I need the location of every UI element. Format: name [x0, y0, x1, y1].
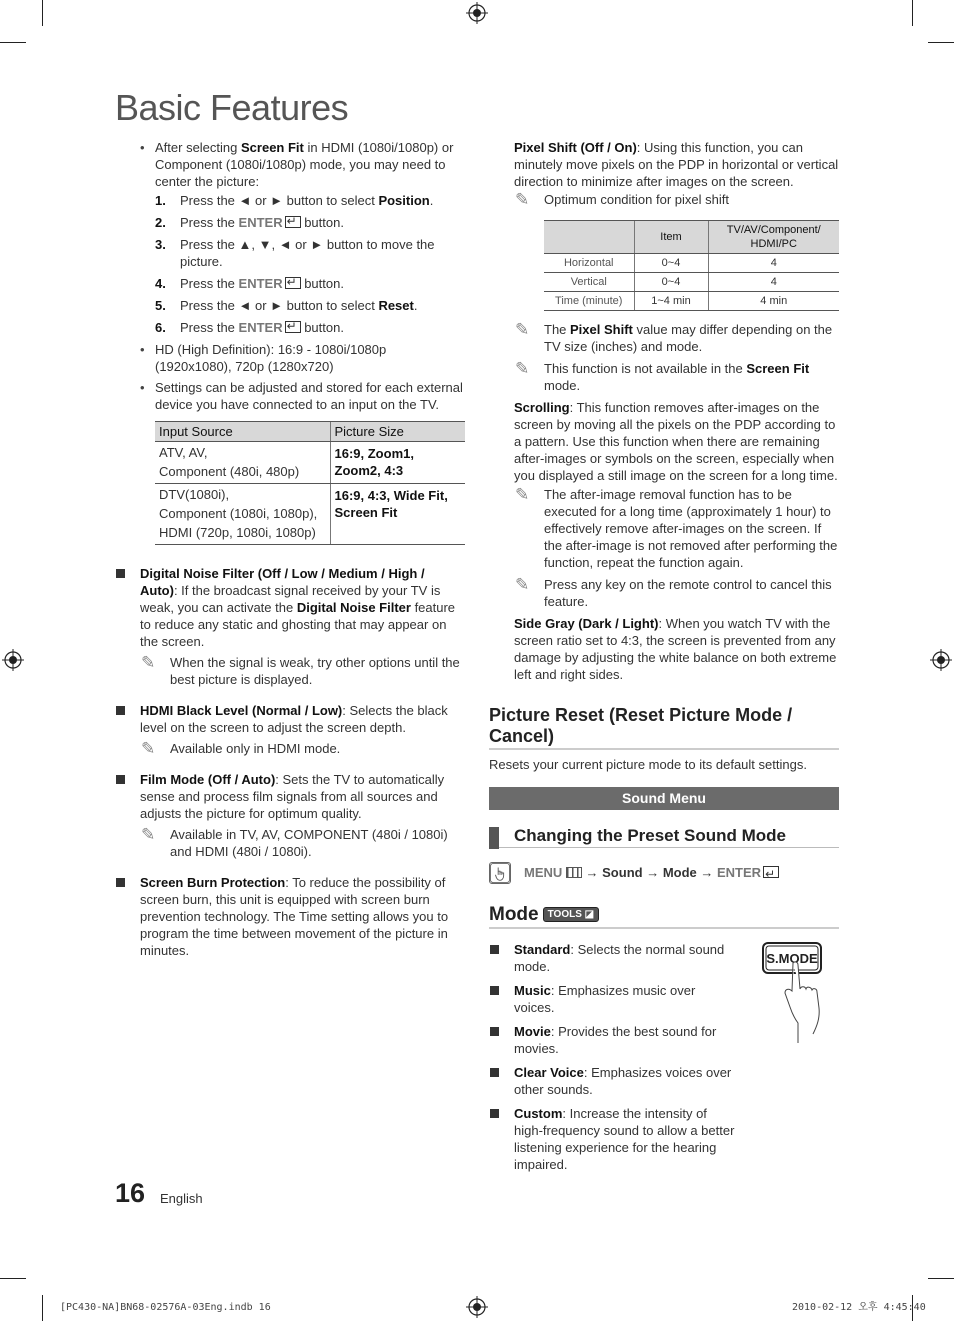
- tools-icon: TOOLS ◪: [543, 907, 600, 922]
- table-cell: 0~4: [634, 273, 708, 292]
- note: ✎ This function is not available in the Screen Fit mode.: [515, 359, 810, 393]
- pixel-shift-paragraph: Pixel Shift (Off / On): Using this function, you can minutely move pixels on the PDP in horizontal or vertical direction to minimize after images on the screen.: [514, 140, 839, 189]
- note: ✎ The Pixel Shift value may differ depending on the TV size (inches) and mode.: [515, 320, 833, 354]
- registration-mark-icon: [466, 2, 488, 24]
- step-item: 6. Press the ENTER↵ button.: [155, 319, 465, 336]
- table-header: Item: [634, 221, 708, 254]
- right-column: [489, 139, 839, 1180]
- enter-icon: [285, 277, 301, 289]
- feature-list: [115, 565, 465, 959]
- print-slug-date: 2010-02-12 오후 4:45:40: [792, 1302, 926, 1313]
- pencil-icon: ✎: [141, 825, 156, 844]
- list-item: Film Mode (Off / Auto): Sets the TV to automatically sense and process film signals from all sources and adjusts the picture for optimum quality. ✎ Available in TV, AV, COMPONENT (480i / 1080i) and HDMI (480i / 1080i).: [115, 771, 465, 860]
- note: ✎ Available only in HDMI mode.: [141, 739, 341, 758]
- pencil-icon: ✎: [515, 575, 530, 594]
- list-item: Clear Voice: Emphasizes voices over other sounds.: [489, 1064, 739, 1098]
- step-item: 5. Press the ◄ or ► button to select Reset.: [155, 298, 418, 313]
- pencil-icon: ✎: [515, 320, 530, 339]
- list-item: Digital Noise Filter (Off / Low / Medium / High / Auto): If the broadcast signal received by your TV is weak, you can activate the Digital Noise Filter feature to reduce any static and ghosting that may appear on the screen. ✎ When the signal is weak, try other options until the best picture is displayed.: [115, 565, 465, 688]
- table-cell: Horizontal: [544, 254, 634, 273]
- table-cell: Time (minute): [544, 292, 634, 311]
- table-row: [155, 484, 465, 545]
- list-item: Custom: Increase the intensity of high-frequency sound to allow a better listening experience for the hearing impaired.: [489, 1105, 739, 1173]
- enter-icon: [763, 866, 779, 878]
- mode-heading: Mode TOOLS ◪: [489, 904, 839, 929]
- table-cell: 4: [708, 273, 839, 292]
- step-item: 1. Press the ◄ or ► button to select Position.: [155, 193, 434, 208]
- menu-grid-icon: [566, 867, 582, 878]
- note: ✎ Press any key on the remote control to cancel this feature.: [515, 575, 832, 609]
- list-item: HDMI Black Level (Normal / Low): Selects the black level on the screen to adjust the screen depth. ✎ Available only in HDMI mode.: [115, 702, 465, 757]
- pixel-shift-table: [544, 220, 839, 311]
- pencil-icon: ✎: [515, 485, 530, 504]
- steps-list: [155, 192, 465, 336]
- picture-reset-heading: Picture Reset (Reset Picture Mode / Cancel): [489, 705, 839, 750]
- list-item: Movie: Provides the best sound for movies.: [489, 1023, 739, 1057]
- table-header: Input Source: [155, 422, 330, 442]
- print-slug-file: [PC430-NA]BN68-02576A-03Eng.indb 16: [60, 1302, 271, 1313]
- table-header: TV/AV/Component/ HDMI/PC: [708, 221, 839, 254]
- step-item: 3. Press the ▲, ▼, ◄ or ► button to move the picture.: [155, 237, 435, 269]
- picture-size-table: [155, 421, 465, 545]
- left-column: [115, 139, 465, 973]
- pencil-icon: ✎: [515, 190, 530, 209]
- note: ✎ When the signal is weak, try other options until the best picture is displayed.: [141, 653, 460, 687]
- note: ✎ The after-image removal function has to be executed for a long time (approximately 1 hour) to effectively remove after-images on the screen. If the after-image is not removed after performing the function, repeat the function again.: [515, 485, 838, 570]
- page-language: English: [160, 1191, 203, 1206]
- picture-reset-text: Resets your current picture mode to its default settings.: [489, 757, 807, 772]
- side-gray-paragraph: Side Gray (Dark / Light): When you watch TV with the screen ratio set to 4:3, the screen is prevented from any damage by adjusting the white balance on both extreme left and right sides.: [514, 616, 837, 682]
- hand-pointer-icon: [489, 862, 511, 884]
- menu-path: MENU → Sound → Mode → ENTER↵: [489, 862, 839, 884]
- registration-mark-icon: [466, 1296, 488, 1318]
- table-cell: 16:9, Zoom1, Zoom2, 4:3: [330, 442, 465, 484]
- enter-icon: [285, 216, 301, 228]
- table-cell: Vertical: [544, 273, 634, 292]
- note: ✎ Optimum condition for pixel shift: [515, 190, 729, 209]
- page-number: 16: [115, 1178, 146, 1208]
- table-cell: ATV, AV, Component (480i, 480p): [155, 442, 330, 484]
- smode-remote-button-icon: [759, 941, 841, 1051]
- pencil-icon: ✎: [141, 653, 156, 672]
- mode-list: [489, 941, 739, 1173]
- table-header: [544, 221, 634, 254]
- list-item: • HD (High Definition): 16:9 - 1080i/1080p (1920x1080), 720p (1280x720): [140, 341, 465, 375]
- registration-mark-icon: [2, 649, 24, 671]
- crop-mark: [42, 1295, 43, 1321]
- crop-mark: [912, 0, 913, 26]
- list-item: • After selecting Screen Fit in HDMI (1080i/1080p) or Component (1080i/1080p) mode, you may need to center the picture: 1. Press the ◄ or ► button to select Position. 2. Press the ENTER↵ button. 3. Press the ▲, ▼, ◄ or ► button to move the picture. 4. Press the ENTER↵ button. 5. Press the ◄ or ► button to select Reset. 6. Press the ENTER↵ button.: [140, 139, 465, 336]
- list-item: • Settings can be adjusted and stored for each external device you have connected to an input on the TV.: [140, 379, 465, 413]
- pencil-icon: ✎: [515, 359, 530, 378]
- table-cell: 4: [708, 254, 839, 273]
- list-item: Screen Burn Protection: To reduce the possibility of screen burn, this unit is equipped with screen burn prevention technology. The Time setting allows you to program the time between movement of the picture in minutes.: [115, 874, 465, 959]
- table-cell: 16:9, 4:3, Wide Fit, Screen Fit: [330, 484, 465, 545]
- table-header: Picture Size: [330, 422, 465, 442]
- sound-menu-banner: Sound Menu: [489, 787, 839, 810]
- smode-label: S.MODE: [766, 951, 818, 966]
- step-item: 2. Press the ENTER↵ button.: [155, 214, 465, 231]
- crop-mark: [928, 42, 954, 43]
- table-row: [544, 254, 839, 273]
- step-item: 4. Press the ENTER↵ button.: [155, 275, 465, 292]
- table-row: [544, 292, 839, 311]
- table-cell: 1~4 min: [634, 292, 708, 311]
- pencil-icon: ✎: [141, 739, 156, 758]
- crop-mark: [42, 0, 43, 26]
- enter-icon: [285, 321, 301, 333]
- crop-mark: [928, 1278, 954, 1279]
- preset-sound-heading: Changing the Preset Sound Mode: [489, 825, 839, 848]
- list-item: Music: Emphasizes music over voices.: [489, 982, 739, 1016]
- table-row: [544, 273, 839, 292]
- table-row: [155, 442, 465, 484]
- note: ✎ Available in TV, AV, COMPONENT (480i / 1080i) and HDMI (480i / 1080i).: [141, 825, 448, 859]
- table-cell: 0~4: [634, 254, 708, 273]
- mode-section: [489, 941, 839, 1173]
- page-title: Basic Features: [115, 87, 349, 128]
- crop-mark: [0, 42, 26, 43]
- table-cell: 4 min: [708, 292, 839, 311]
- scrolling-paragraph: Scrolling: This function removes after-images on the screen by moving all the pixels on the PDP according to a pattern. Use this function when there are remaining after-images or symbols on the screen, especially when you displayed a still image on the screen for a long time.: [514, 400, 838, 483]
- registration-mark-icon: [930, 649, 952, 671]
- crop-mark: [0, 1278, 26, 1279]
- table-cell: DTV(1080i), Component (1080i, 1080p), HDMI (720p, 1080i, 1080p): [155, 484, 330, 545]
- list-item: Standard: Selects the normal sound mode.: [489, 941, 739, 975]
- bullet-list: [115, 139, 465, 413]
